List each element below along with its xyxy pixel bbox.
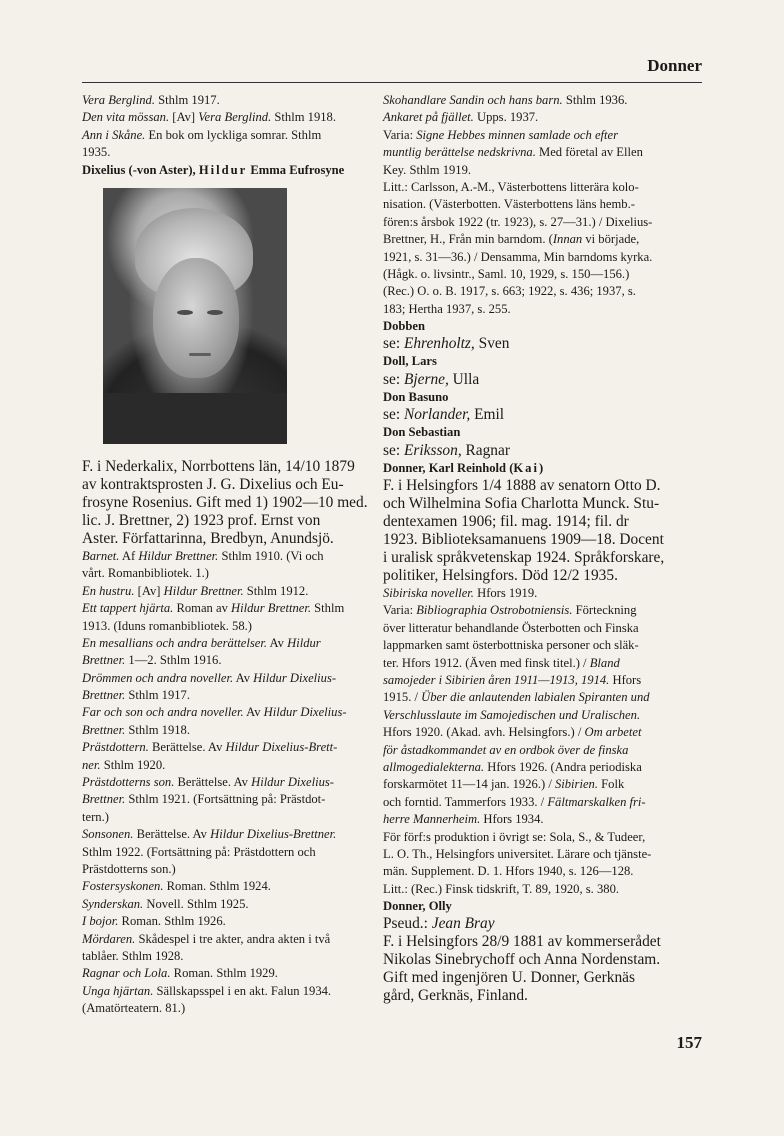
text-run: Roman av (173, 601, 232, 616)
text-line (82, 687, 374, 704)
text-run: Unga hjärtan. (82, 983, 154, 998)
text-run: Aster. Författarinna, Bredbyn, Anundsjö. (82, 529, 334, 547)
text-run: vårt. Romanbibliotek. 1.) (82, 566, 209, 581)
text-run: för åstadkommandet av en ordbok över de finska (383, 742, 629, 757)
text-line (82, 791, 374, 808)
text-line (383, 249, 702, 266)
text-run: Synderskan. (82, 896, 144, 911)
text-line (82, 458, 374, 476)
text-line (383, 655, 702, 672)
text-run: Med företal av Ellen (535, 145, 643, 160)
text-line (383, 214, 702, 231)
text-run: Emma Eufrosyne (247, 162, 345, 177)
text-run: Roman. Sthlm 1924. (163, 879, 271, 894)
text-line (383, 196, 702, 213)
text-run: 1—2. Sthlm 1916. (125, 653, 222, 668)
text-run: Berättelse. Av (148, 740, 226, 755)
text-line (82, 878, 374, 895)
text-run: Varia: (383, 127, 417, 142)
text-run: Sthlm 1918. (125, 722, 190, 737)
text-run: Sällskapsspel i en akt. Falun 1934. (153, 983, 332, 998)
text-run: i uralisk språkvetenskap 1924. Språkforskare, (383, 549, 665, 567)
text-line (383, 266, 702, 283)
text-run: ter. Hfors 1912. (Även med finsk titel.) / (383, 655, 590, 670)
text-run: Av (233, 670, 254, 685)
text-run: Brettner. (82, 653, 126, 668)
text-run: Signe Hebbes minnen samlade och efter (416, 127, 619, 142)
text-run: En bok om lyckliga somrar. Sthlm (145, 127, 322, 142)
text-line (383, 602, 702, 619)
text-run: Jean Bray (431, 915, 495, 933)
text-line (82, 476, 374, 494)
text-line (383, 637, 702, 654)
text-line (383, 915, 702, 933)
text-run: Kai (513, 460, 539, 475)
text-line (383, 477, 702, 495)
text-run: Donner, Olly (383, 899, 452, 914)
text-line (82, 757, 374, 774)
text-run: Sthlm 1910. (Vi och (218, 548, 324, 563)
text-run: Skohandlare Sandin och hans barn. (383, 93, 563, 107)
text-run: samojeder i Sibirien åren 1911—1913, 1914. (383, 672, 610, 687)
text-run: Roman. Sthlm 1926. (118, 914, 226, 929)
text-line (383, 987, 702, 1005)
text-line (383, 707, 702, 724)
text-line (383, 549, 702, 567)
text-line (82, 983, 374, 1000)
text-line (383, 335, 702, 353)
text-line (383, 620, 702, 637)
text-line (383, 92, 702, 109)
text-run: Sonsonen. (82, 827, 134, 842)
text-run: män. Supplement. D. 1. Hfors 1940, s. 126—128. (383, 864, 634, 879)
text-line (383, 495, 702, 513)
text-line (82, 896, 374, 913)
text-run: Prästdotterns son.) (82, 861, 176, 876)
text-run: F. i Helsingfors 28/9 1881 av kommerserådet (383, 933, 661, 951)
text-run: Bland (589, 655, 620, 670)
text-run: En mesallians och andra berättelser. (82, 635, 268, 650)
text-run: Vera Berglind. (198, 110, 272, 125)
text-run: tern.) (82, 809, 109, 824)
text-run: Hildur Dixelius-Brett- (225, 740, 338, 755)
text-run: Folk (598, 777, 625, 792)
text-run: Hfors (609, 672, 642, 687)
text-run: Litt.: Carlsson, A.-M., Västerbottens litterära kolo- (383, 179, 639, 194)
text-run: se: (383, 335, 404, 353)
text-line (383, 460, 702, 477)
text-line (82, 635, 374, 652)
text-run: Hildur (287, 635, 321, 650)
text-run: Innan (552, 232, 583, 247)
text-line (82, 722, 374, 739)
text-run: För förf:s produktion i övrigt se: Sola, S., & Tudeer, (383, 829, 646, 844)
text-line (383, 318, 702, 335)
text-run: politiker, Helsingfors. Död 12/2 1935. (383, 567, 618, 585)
right-column (383, 92, 702, 1005)
text-line (82, 565, 374, 582)
text-run: Hfors 1920. (Akad. avh. Helsingfors.) / (383, 725, 585, 740)
text-run: Sthlm 1936. (562, 93, 628, 107)
text-run: Den vita mössan. (82, 110, 170, 125)
text-run: Ann i Skåne. (82, 127, 146, 142)
text-run: 1935. (82, 145, 111, 160)
text-run: Förteckning (572, 603, 637, 618)
text-run: Bibliographia Ostrobotniensis. (416, 603, 573, 618)
text-run: Ankaret på fjället. (383, 110, 474, 125)
text-line (82, 774, 374, 791)
text-line (82, 861, 374, 878)
text-run: Emil (470, 406, 505, 424)
text-run: Nikolas Sinebrychoff och Anna Nordenstam. (383, 951, 661, 969)
text-line (383, 127, 702, 144)
text-run: Av (243, 705, 264, 720)
text-line (383, 794, 702, 811)
text-line (82, 965, 374, 982)
text-run: Brettner. (82, 688, 126, 703)
text-run: 1915. / (383, 690, 422, 705)
text-line (82, 948, 374, 965)
header-rule (82, 82, 702, 83)
text-line (383, 759, 702, 776)
text-line (383, 585, 702, 602)
text-run: Hildur Brettner. (231, 601, 312, 616)
text-run: Doll, Lars (383, 354, 437, 369)
text-run: forskarmötet 11—14 jan. 1926.) / (383, 777, 555, 792)
text-run: Ragnar (461, 441, 510, 459)
text-run: Sthlm 1912. (243, 583, 309, 598)
text-run: F. i Nederkalix, Norrbottens län, 14/10 1879 (82, 457, 355, 475)
text-run: Drömmen och andra noveller. (82, 670, 234, 685)
text-run: Skådespel i tre akter, andra akten i två (135, 931, 331, 946)
text-line (82, 913, 374, 930)
text-line (82, 618, 374, 635)
text-run: Sibiriska noveller. (383, 586, 474, 601)
text-run: Ehrenholtz, (403, 335, 475, 353)
text-line (82, 162, 374, 179)
text-run: Ett tappert hjärta. (82, 601, 174, 616)
text-run: Novell. Sthlm 1925. (143, 896, 249, 911)
text-run: Norlander, (403, 406, 471, 424)
text-line (383, 283, 702, 300)
text-run: frosyne Rosenius. Gift med 1) 1902—10 med. (82, 493, 368, 511)
text-run: Ragnar och Lola. (82, 966, 171, 981)
text-run: och Wilhelmina Sofia Charlotta Munck. Stu- (383, 495, 660, 513)
text-run: Sthlm 1918. (271, 110, 336, 125)
text-line (383, 442, 702, 460)
text-run: allmogedialekterna. (383, 759, 485, 774)
text-line (383, 162, 702, 179)
text-run: lic. J. Brettner, 2) 1923 prof. Ernst von (82, 511, 321, 529)
text-line (82, 109, 374, 126)
text-run: se: (383, 406, 404, 424)
text-line (383, 881, 702, 898)
text-run: Key. Sthlm 1919. (383, 162, 472, 177)
text-line (82, 652, 374, 669)
text-run: Om arbetet (584, 725, 642, 740)
text-run: 1923. Biblioteksamanuens 1909—18. Docent (383, 531, 664, 549)
text-run: Hildur Brettner. (138, 548, 219, 563)
text-run: ) (538, 460, 544, 475)
text-run: se: (383, 370, 404, 388)
text-line (383, 231, 702, 248)
text-line (82, 826, 374, 843)
running-head: Donner (647, 56, 702, 75)
text-run: Hildur (198, 162, 248, 177)
text-run: Donner, Karl Reinhold ( (383, 460, 514, 475)
text-run: gård, Gerknäs, Finland. (383, 987, 528, 1005)
text-line (383, 406, 702, 424)
text-line (82, 583, 374, 600)
text-line (82, 1000, 374, 1017)
text-run: Varia: (383, 603, 417, 618)
text-line (82, 144, 374, 161)
text-run: F. i Helsingfors 1/4 1888 av senatorn Otto D. (383, 477, 661, 495)
text-run: En hustru. (82, 583, 135, 598)
text-run: vi började, (582, 232, 640, 247)
text-run: över litteratur behandlande Österbotten och Finska (383, 620, 639, 635)
text-run: fören:s årsbok 1922 (tr. 1923), s. 27—31.) / Dixelius- (383, 214, 653, 229)
text-run: tablåer. Sthlm 1928. (82, 948, 184, 963)
text-line (383, 742, 702, 759)
text-run: Sthlm 1922. (Fortsättning på: Prästdottern och (82, 844, 316, 859)
text-run: Af (119, 548, 139, 563)
text-run: Sthlm 1917. (125, 688, 190, 703)
text-line (383, 144, 702, 161)
text-line (82, 530, 374, 548)
text-line (383, 513, 702, 531)
text-run: Brettner. (82, 722, 126, 737)
text-run: 1921, s. 31—36.) / Densamma, Min barndoms kyrka. (383, 249, 653, 264)
text-run: Verschlusslaute im Samojedischen und Uralischen. (383, 707, 641, 722)
text-line (383, 389, 702, 406)
text-run: Brettner. (82, 792, 126, 807)
text-run: 1913. (Iduns romanbibliotek. 58.) (82, 618, 252, 633)
text-run: Gift med ingenjören U. Donner, Gerknäs (383, 969, 635, 987)
text-line (383, 969, 702, 987)
text-line (383, 846, 702, 863)
text-run: Hfors 1934. (480, 812, 544, 827)
text-line (82, 809, 374, 826)
text-run: I bojor. (82, 914, 119, 929)
text-run: Fostersyskonen. (82, 879, 164, 894)
text-run: Hfors 1919. (473, 586, 538, 601)
text-run: Dixelius (-von Aster), (82, 162, 199, 177)
text-run: Don Basuno (383, 389, 449, 404)
text-line (82, 704, 374, 721)
text-line (82, 670, 374, 687)
text-run: Sthlm 1920. (100, 757, 166, 772)
page-number: 157 (676, 1033, 702, 1052)
text-line (82, 512, 374, 530)
text-run: Sthlm (311, 601, 345, 616)
text-run: Hildur Dixelius- (253, 670, 337, 685)
text-line (383, 424, 702, 441)
text-run: ner. (82, 757, 101, 772)
text-run: Ulla (448, 370, 480, 388)
text-line (383, 863, 702, 880)
text-line (383, 179, 702, 196)
text-run: dentexamen 1906; fil. mag. 1914; fil. dr (383, 513, 629, 531)
text-run: Sven (474, 335, 510, 353)
text-run: (Amatörteatern. 81.) (82, 1001, 186, 1016)
text-run: Hildur Dixelius- (263, 705, 347, 720)
text-run: se: (383, 441, 404, 459)
text-run: nisation. (Västerbotten. Västerbottens läns hemb.- (383, 197, 635, 212)
text-line (383, 672, 702, 689)
text-run: av kontraktsprosten J. G. Dixelius och Eu- (82, 475, 344, 493)
text-line (383, 811, 702, 828)
text-run: Roman. Sthlm 1929. (170, 966, 278, 981)
text-run: Upps. 1937. (473, 110, 539, 125)
text-run: Dobben (383, 319, 425, 334)
text-run: Hildur Brettner. (163, 583, 244, 598)
text-run: Hfors 1926. (Andra periodiska (484, 759, 642, 774)
text-run: Sthlm 1921. (Fortsättning på: Prästdot- (125, 792, 326, 807)
text-line (383, 689, 702, 706)
text-run: herre Mannerheim. (383, 812, 481, 827)
text-line (383, 951, 702, 969)
text-run: Vera Berglind. (82, 93, 155, 107)
text-line (82, 600, 374, 617)
text-run: Sthlm 1917. (155, 93, 220, 107)
text-line (82, 739, 374, 756)
text-run: L. O. Th., Helsingfors universitet. Lärare och tjänste- (383, 846, 652, 861)
left-column (82, 92, 374, 1018)
text-line (82, 548, 374, 565)
text-run: Far och son och andra noveller. (82, 705, 244, 720)
text-run: Barnet. (82, 548, 120, 563)
text-line (383, 776, 702, 793)
text-run: Berättelse. Av (174, 775, 252, 790)
text-line (383, 829, 702, 846)
text-run: Mördaren. (82, 931, 136, 946)
text-line (383, 724, 702, 741)
text-line (82, 494, 374, 512)
text-run: lappmarken samt österbottniska personer och släk- (383, 638, 639, 653)
text-line (82, 931, 374, 948)
text-run: [Av] (134, 583, 164, 598)
text-line (383, 567, 702, 585)
text-run: Über die anlautenden labialen Spiranten und (421, 690, 650, 705)
text-run: Hildur Dixelius- (251, 775, 334, 790)
text-line (82, 92, 374, 109)
text-run: Berättelse. Av (133, 827, 211, 842)
text-line (383, 933, 702, 951)
text-run: Prästdottern. (82, 740, 149, 755)
text-run: och forntid. Tammerfors 1933. / (383, 794, 548, 809)
text-line (383, 301, 702, 318)
text-run: 183; Hertha 1937, s. 255. (383, 301, 511, 316)
text-line (383, 109, 702, 126)
text-run: Eriksson, (403, 441, 462, 459)
text-run: Litt.: (Rec.) Finsk tidskrift, T. 89, 1920, s. 380. (383, 881, 620, 896)
text-line (383, 353, 702, 370)
portrait-photo (103, 188, 287, 444)
text-run: Fältmarskalken fri- (547, 794, 646, 809)
text-run: Brettner, H., Från min barndom. ( (383, 232, 553, 247)
text-run: (Rec.) O. o. B. 1917, s. 663; 1922, s. 436; 1937, s. (383, 284, 636, 299)
text-run: Pseud.: (383, 915, 432, 933)
text-run: Av (267, 635, 288, 650)
text-run: Bjerne, (403, 370, 449, 388)
text-run: Hildur Dixelius-Brettner. (210, 827, 337, 842)
text-run: Sibirien. (554, 777, 598, 792)
text-line (383, 531, 702, 549)
text-line (383, 898, 702, 915)
text-run: Don Sebastian (383, 425, 461, 440)
text-line (82, 844, 374, 861)
text-line (383, 371, 702, 389)
text-run: [Av] (169, 110, 199, 125)
text-run: Prästdotterns son. (82, 775, 175, 790)
text-run: muntlig berättelse nedskrivna. (383, 145, 536, 160)
text-line (82, 127, 374, 144)
text-run: (Hågk. o. livsintr., Saml. 10, 1929, s. 150—156.) (383, 266, 630, 281)
